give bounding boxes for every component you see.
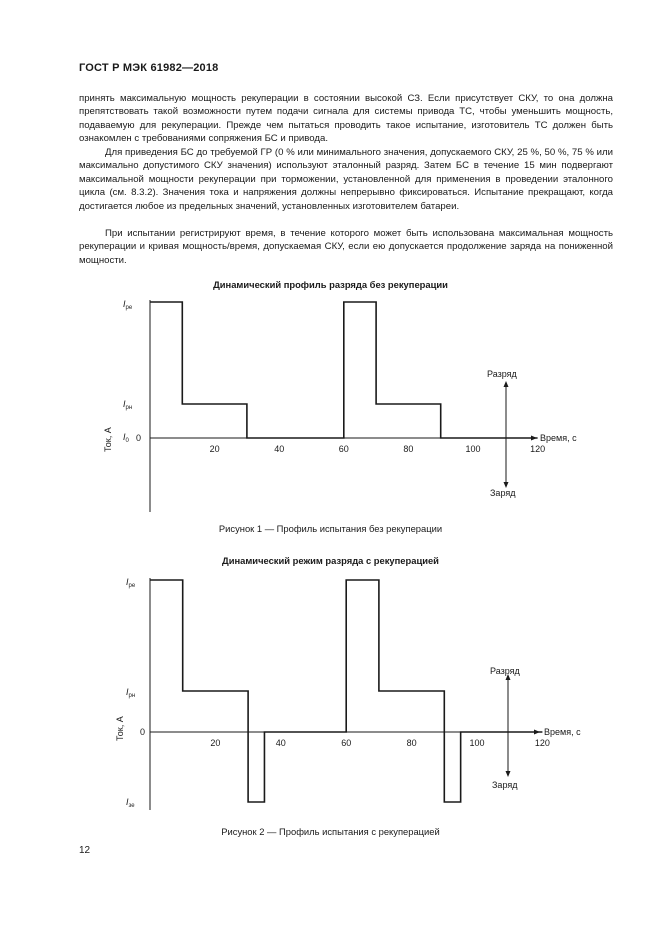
- y-label-mid: $I_{pн}$: [123, 399, 133, 411]
- x-tick-label: 100: [465, 444, 481, 454]
- figure-1-caption: Рисунок 1 — Профиль испытания без рекуперации: [218, 523, 443, 534]
- x-tick-label: 120: [530, 444, 546, 454]
- x-tick-label: 80: [406, 738, 417, 748]
- y-axis-title: Ток, А: [115, 716, 125, 741]
- arrow-up-head: [504, 381, 509, 387]
- x-tick-label: 80: [403, 444, 414, 454]
- y-label-peak: $I_{pe}$: [123, 299, 133, 311]
- profile-line: [150, 302, 538, 438]
- y-label-neg: $I_{зе}$: [126, 797, 135, 809]
- x-tick-label: 100: [469, 738, 485, 748]
- figure-1-chart: [0, 290, 661, 515]
- figure-1-title: Динамический профиль разряда без рекуперации: [213, 279, 448, 290]
- x-tick-label: 60: [338, 444, 349, 454]
- paragraph-3: При испытании регистрируют время, в течение которого может быть использована максимальная мощность рекуперации и кривая мощность/время, допускаемая СКУ, если ею допускается продолжение заряда на пониженной мощности.: [79, 228, 613, 266]
- figure-2-title: Динамический режим разряда с рекуперацией: [222, 555, 439, 566]
- x-axis-title: Время, с: [540, 433, 577, 443]
- figure-2-caption: Рисунок 2 — Профиль испытания с рекуперацией: [221, 826, 440, 837]
- x-ticks: [210, 444, 546, 454]
- x-tick-label: 40: [275, 738, 286, 748]
- x-tick-label: 20: [210, 738, 221, 748]
- arrow-down-head: [506, 771, 511, 777]
- paragraph-1: принять максимальную мощность рекуперации в состоянии высокой СЗ. Если присутствует СКУ, то она должна препятствовать такой возможности путем подачи сигнала для системы привода ТС, чтобы уменьшить мощность, подаваемую для рекуперации. Прежде чем пытаться проводить такое испытание, изготовитель ТС должен быть ознакомлен с требованиями сопряжения БС и привода.: [79, 93, 613, 145]
- x-tick-label: 40: [274, 444, 285, 454]
- arrow-down-label: Заряд: [490, 488, 516, 498]
- document-header: ГОСТ Р МЭК 61982—2018: [79, 62, 219, 74]
- figure-2-chart: [0, 570, 661, 815]
- origin-label: 0: [140, 727, 146, 737]
- x-tick-label: 120: [534, 738, 550, 748]
- arrow-up-label: Разряд: [487, 369, 517, 379]
- x-tick-label: 60: [341, 738, 352, 748]
- y-label-zero: $I_0$: [123, 432, 129, 444]
- y-label-peak: $I_{pe}$: [126, 577, 136, 589]
- x-ticks: [210, 738, 550, 748]
- profile-line: [150, 580, 542, 802]
- arrow-down-label: Заряд: [492, 780, 518, 790]
- y-label-mid: $I_{pн}$: [126, 687, 136, 699]
- x-axis-title: Время, с: [544, 727, 581, 737]
- paragraph-2: Для приведения БС до требуемой ГР (0 % или минимального значения, допускаемого СКУ, 25 %, 50 %, 75 % или максимально допустимого СКУ значения) используют эталонный разряд. Затем БС в течение 15 мин подвергают максимальной мощности рекуперации при торможении, установленной для применения в проведении эталонного цикла (см. 8.3.2). Значения тока и напряжения должны непрерывно фиксироваться. Испытание прекращают, когда достигается любое из предельных значений, установленных изготовителем батареи.: [79, 147, 613, 212]
- origin-label: 0: [136, 433, 142, 443]
- y-axis-title: Ток, А: [103, 427, 113, 452]
- arrow-up-label: Разряд: [490, 666, 520, 676]
- x-tick-label: 20: [209, 444, 220, 454]
- page-number: 12: [79, 845, 91, 856]
